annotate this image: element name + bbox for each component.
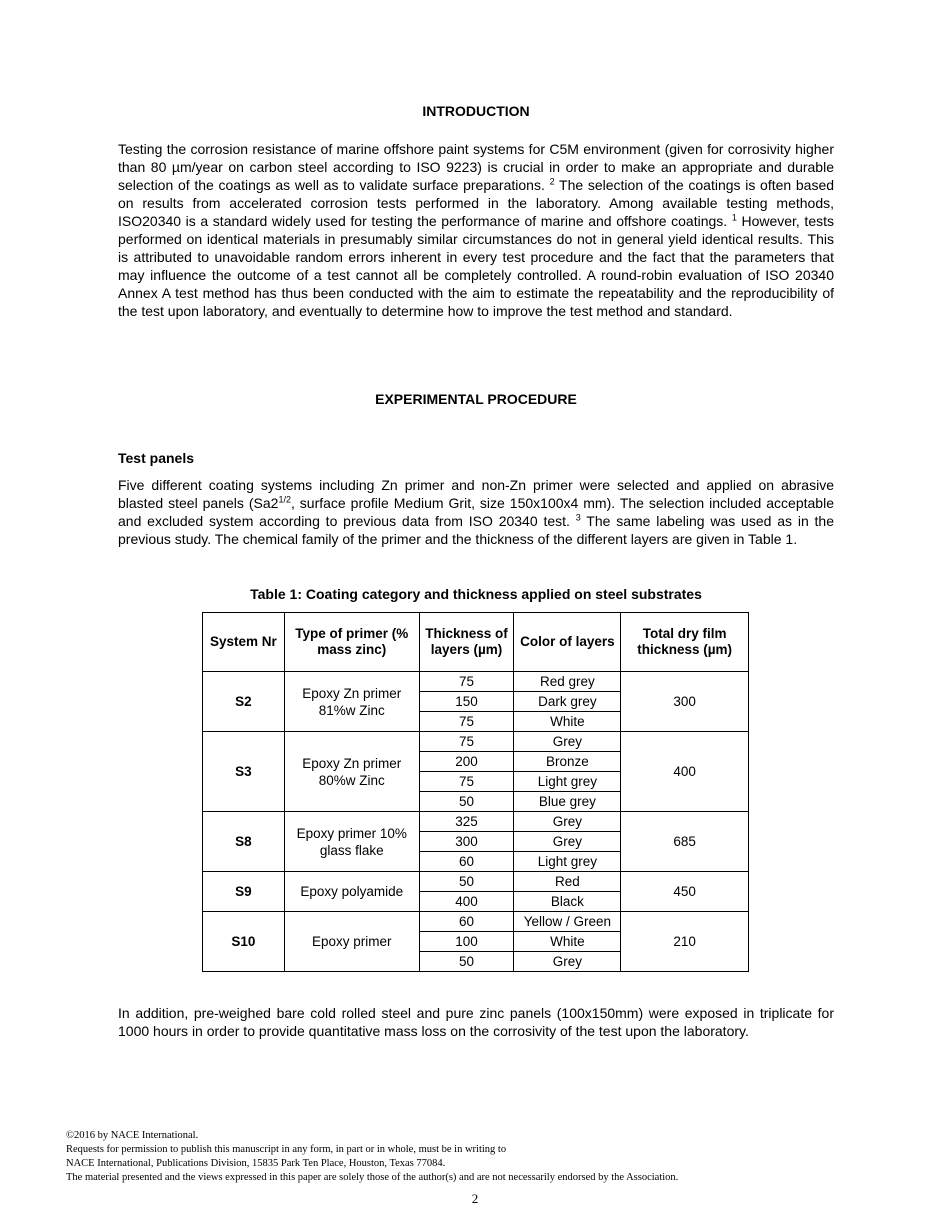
primer-cell: Epoxy Zn primer 81%w Zinc — [284, 672, 419, 732]
footer-line: ©2016 by NACE International. — [66, 1130, 199, 1141]
reference-2: 2 — [549, 176, 555, 187]
color-cell: Blue grey — [514, 792, 621, 812]
page-number: 2 — [471, 1191, 479, 1206]
panels-text-2: , surface profile Medium Grit, size 150x100x4 mm). The selection included acceptable and excluded system according to previous data from ISO 20340 test. — [118, 495, 834, 529]
footer-line: Requests for permission to publish this manuscript in any form, in part or in whole, must be in writing to — [66, 1144, 507, 1155]
table-row — [203, 872, 749, 892]
header-total: Total dry film thickness (µm) — [621, 613, 749, 672]
thickness-cell: 50 — [419, 952, 514, 972]
color-cell: Yellow / Green — [514, 912, 621, 932]
color-cell: Black — [514, 892, 621, 912]
test-panels-heading: Test panels — [118, 450, 194, 466]
system-cell: S8 — [203, 812, 285, 872]
system-cell: S10 — [203, 912, 285, 972]
table-header-row — [203, 613, 749, 672]
thickness-cell: 100 — [419, 932, 514, 952]
experimental-heading: EXPERIMENTAL PROCEDURE — [375, 391, 577, 407]
panels-text-3: The same labeling was used as in the previous study. The chemical family of the primer and the thickness of the different layers are given in Table 1. — [118, 513, 834, 547]
sa-superscript: 1/2 — [278, 494, 291, 505]
intro-text-1: Testing the corrosion resistance of marine offshore paint systems for C5M environment (given for corrosivity higher than 80 µm/year on carbon steel according to ISO 9223) is crucial in order to make an appropriate and durable selection of the coatings as well as to validate surface preparations. — [118, 141, 834, 193]
color-cell: Light grey — [514, 772, 621, 792]
color-cell: Red — [514, 872, 621, 892]
thickness-cell: 400 — [419, 892, 514, 912]
primer-cell: Epoxy primer 10% glass flake — [284, 812, 419, 872]
color-cell: Grey — [514, 832, 621, 852]
thickness-cell: 75 — [419, 672, 514, 692]
experimental-section — [118, 391, 834, 407]
total-cell: 400 — [621, 732, 749, 812]
addition-section — [118, 1004, 834, 1040]
primer-cell: Epoxy polyamide — [284, 872, 419, 912]
reference-3: 3 — [575, 512, 581, 523]
thickness-cell: 50 — [419, 872, 514, 892]
table-row — [203, 672, 749, 692]
color-cell: Grey — [514, 952, 621, 972]
total-cell: 210 — [621, 912, 749, 972]
color-cell: White — [514, 932, 621, 952]
color-cell: Grey — [514, 812, 621, 832]
total-cell: 450 — [621, 872, 749, 912]
introduction-section — [118, 103, 834, 320]
header-thickness: Thickness of layers (µm) — [419, 613, 514, 672]
coating-table — [202, 612, 749, 972]
color-cell: Grey — [514, 732, 621, 752]
primer-cell: Epoxy Zn primer 80%w Zinc — [284, 732, 419, 812]
thickness-cell: 75 — [419, 712, 514, 732]
introduction-heading: INTRODUCTION — [422, 103, 530, 119]
footer-line: The material presented and the views expressed in this paper are solely those of the author(s) and are not necessarily endorsed by the Association. — [66, 1172, 679, 1183]
thickness-cell: 150 — [419, 692, 514, 712]
thickness-cell: 75 — [419, 772, 514, 792]
table-caption: Table 1: Coating category and thickness applied on steel substrates — [250, 586, 702, 602]
color-cell: White — [514, 712, 621, 732]
introduction-paragraph — [118, 140, 834, 320]
system-cell: S2 — [203, 672, 285, 732]
color-cell: Bronze — [514, 752, 621, 772]
thickness-cell: 60 — [419, 912, 514, 932]
thickness-cell: 300 — [419, 832, 514, 852]
system-cell: S9 — [203, 872, 285, 912]
panels-text-1: Five different coating systems including Zn primer and non-Zn primer were selected and applied on abrasive blasted steel panels (Sa2 — [118, 477, 834, 511]
test-panels-paragraph — [118, 476, 834, 548]
total-cell: 685 — [621, 812, 749, 872]
thickness-cell: 50 — [419, 792, 514, 812]
color-cell: Light grey — [514, 852, 621, 872]
header-system: System Nr — [203, 613, 285, 672]
header-color: Color of layers — [514, 613, 621, 672]
color-cell: Red grey — [514, 672, 621, 692]
total-cell: 300 — [621, 672, 749, 732]
table-row — [203, 732, 749, 752]
reference-1: 1 — [731, 212, 737, 223]
addition-paragraph: In addition, pre-weighed bare cold rolled steel and pure zinc panels (100x150mm) were exposed in triplicate for 1000 hours in order to provide quantitative mass loss on the corrosivity of the test upon the laboratory. — [118, 1005, 834, 1039]
thickness-cell: 75 — [419, 732, 514, 752]
intro-text-2: The selection of the coatings is often based on results from accelerated corrosion tests performed in the laboratory. Among available testing methods, ISO20340 is a standard widely used for testing the performance of marine and offshore coatings. — [118, 177, 835, 229]
footer-line: NACE International, Publications Division, 15835 Park Ten Place, Houston, Texas 77084. — [66, 1158, 446, 1169]
primer-cell: Epoxy primer — [284, 912, 419, 972]
thickness-cell: 200 — [419, 752, 514, 772]
table-row — [203, 912, 749, 932]
color-cell: Dark grey — [514, 692, 621, 712]
thickness-cell: 325 — [419, 812, 514, 832]
header-primer: Type of primer (% mass zinc) — [284, 613, 419, 672]
intro-text-3: However, tests performed on identical materials in presumably similar circumstances do not in general yield identical results. This is attributed to unavoidable random errors inherent in every test procedure and the fact that the parameters that may influence the outcome of a test cannot all be completely controlled. A round-robin evaluation of ISO 20340 Annex A test method has thus been conducted with the aim to estimate the repeatability and the reproducibility of the test upon laboratory, and eventually to determine how to improve the test method and standard. — [118, 213, 834, 319]
thickness-cell: 60 — [419, 852, 514, 872]
copyright-footer — [66, 1129, 886, 1185]
table-row — [203, 812, 749, 832]
test-panels-section — [118, 450, 834, 548]
system-cell: S3 — [203, 732, 285, 812]
